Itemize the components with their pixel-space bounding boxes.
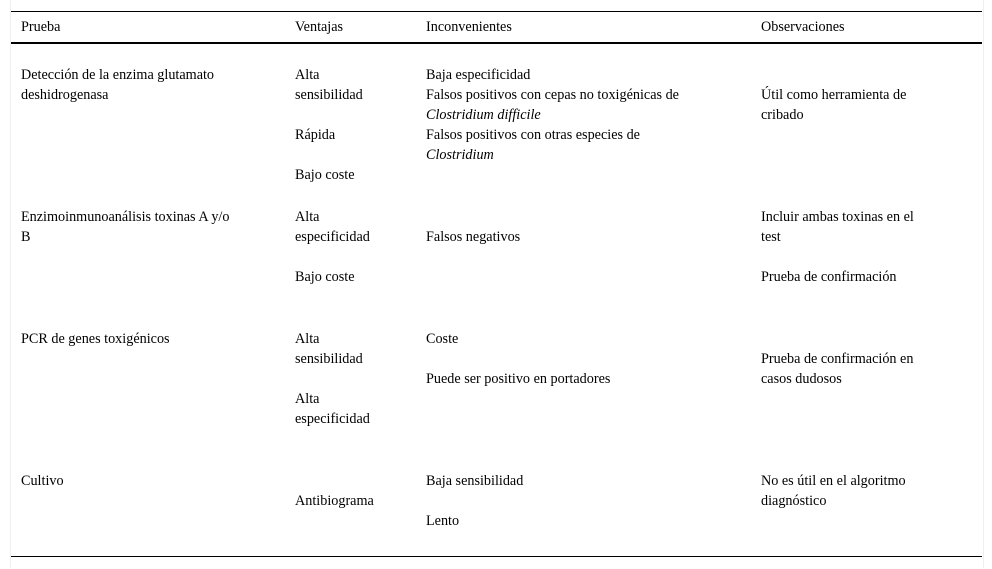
row4-obs-line1: No es útil en el algoritmo bbox=[761, 473, 906, 489]
row1-ventajas-line4: Bajo coste bbox=[295, 167, 355, 183]
header-observaciones: Observaciones bbox=[761, 19, 845, 35]
row1-inconv-line3: Clostridium difficile bbox=[426, 107, 541, 123]
row2-inconv-line1: Falsos negativos bbox=[426, 229, 521, 245]
row3-ventajas-line3: Alta bbox=[295, 391, 320, 407]
row1-prueba-line1: Detección de la enzima glutamato bbox=[21, 67, 215, 83]
header-ventajas: Ventajas bbox=[295, 19, 344, 35]
row4-ventajas-line1: Antibiograma bbox=[295, 493, 374, 509]
row1-prueba-line2: deshidrogenasa bbox=[21, 87, 109, 103]
row2-ventajas-line3: Bajo coste bbox=[295, 269, 355, 285]
row2-prueba-line2: B bbox=[21, 229, 31, 245]
row2-obs-line2: test bbox=[761, 229, 781, 245]
row4-prueba-line1: Cultivo bbox=[21, 473, 64, 489]
row3-inconv-line1: Coste bbox=[426, 331, 459, 347]
row2-ventajas-line2: especificidad bbox=[295, 229, 370, 245]
row4-obs-line2: diagnóstico bbox=[761, 493, 827, 509]
row1-obs-line2: cribado bbox=[761, 107, 804, 123]
row3-ventajas-line2: sensibilidad bbox=[295, 351, 363, 367]
row1-inconv-line4: Falsos positivos con otras especies de bbox=[426, 127, 640, 143]
table-top-rule bbox=[11, 11, 982, 12]
header-inconvenientes: Inconvenientes bbox=[426, 19, 512, 35]
row4-inconv-line2: Lento bbox=[426, 513, 460, 529]
row3-ventajas-line1: Alta bbox=[295, 331, 320, 347]
row3-prueba-line1: PCR de genes toxigénicos bbox=[21, 331, 170, 347]
row2-prueba-line1: Enzimoinmunoanálisis toxinas A y/o bbox=[21, 209, 230, 225]
row4-inconv-line1: Baja sensibilidad bbox=[426, 473, 524, 489]
row2-ventajas-line1: Alta bbox=[295, 209, 320, 225]
row1-inconv-line5: Clostridium bbox=[426, 147, 494, 163]
row3-obs-line2: casos dudosos bbox=[761, 371, 842, 387]
row3-ventajas-line4: especificidad bbox=[295, 411, 370, 427]
table-header-rule bbox=[11, 42, 982, 44]
header-prueba: Prueba bbox=[21, 19, 61, 35]
row1-ventajas-line1: Alta bbox=[295, 67, 320, 83]
row3-obs-line1: Prueba de confirmación en bbox=[761, 351, 914, 367]
row1-ventajas-line2: sensibilidad bbox=[295, 87, 363, 103]
row3-inconv-line2: Puede ser positivo en portadores bbox=[426, 371, 611, 387]
table-bottom-rule bbox=[11, 556, 982, 557]
row1-obs-line1: Útil como herramienta de bbox=[761, 87, 907, 103]
row1-inconv-line1: Baja especificidad bbox=[426, 67, 531, 83]
row2-obs-line1: Incluir ambas toxinas en el bbox=[761, 209, 914, 225]
row1-ventajas-line3: Rápida bbox=[295, 127, 336, 143]
row2-obs-line3: Prueba de confirmación bbox=[761, 269, 897, 285]
row1-inconv-line2: Falsos positivos con cepas no toxigénicas de bbox=[426, 87, 679, 103]
